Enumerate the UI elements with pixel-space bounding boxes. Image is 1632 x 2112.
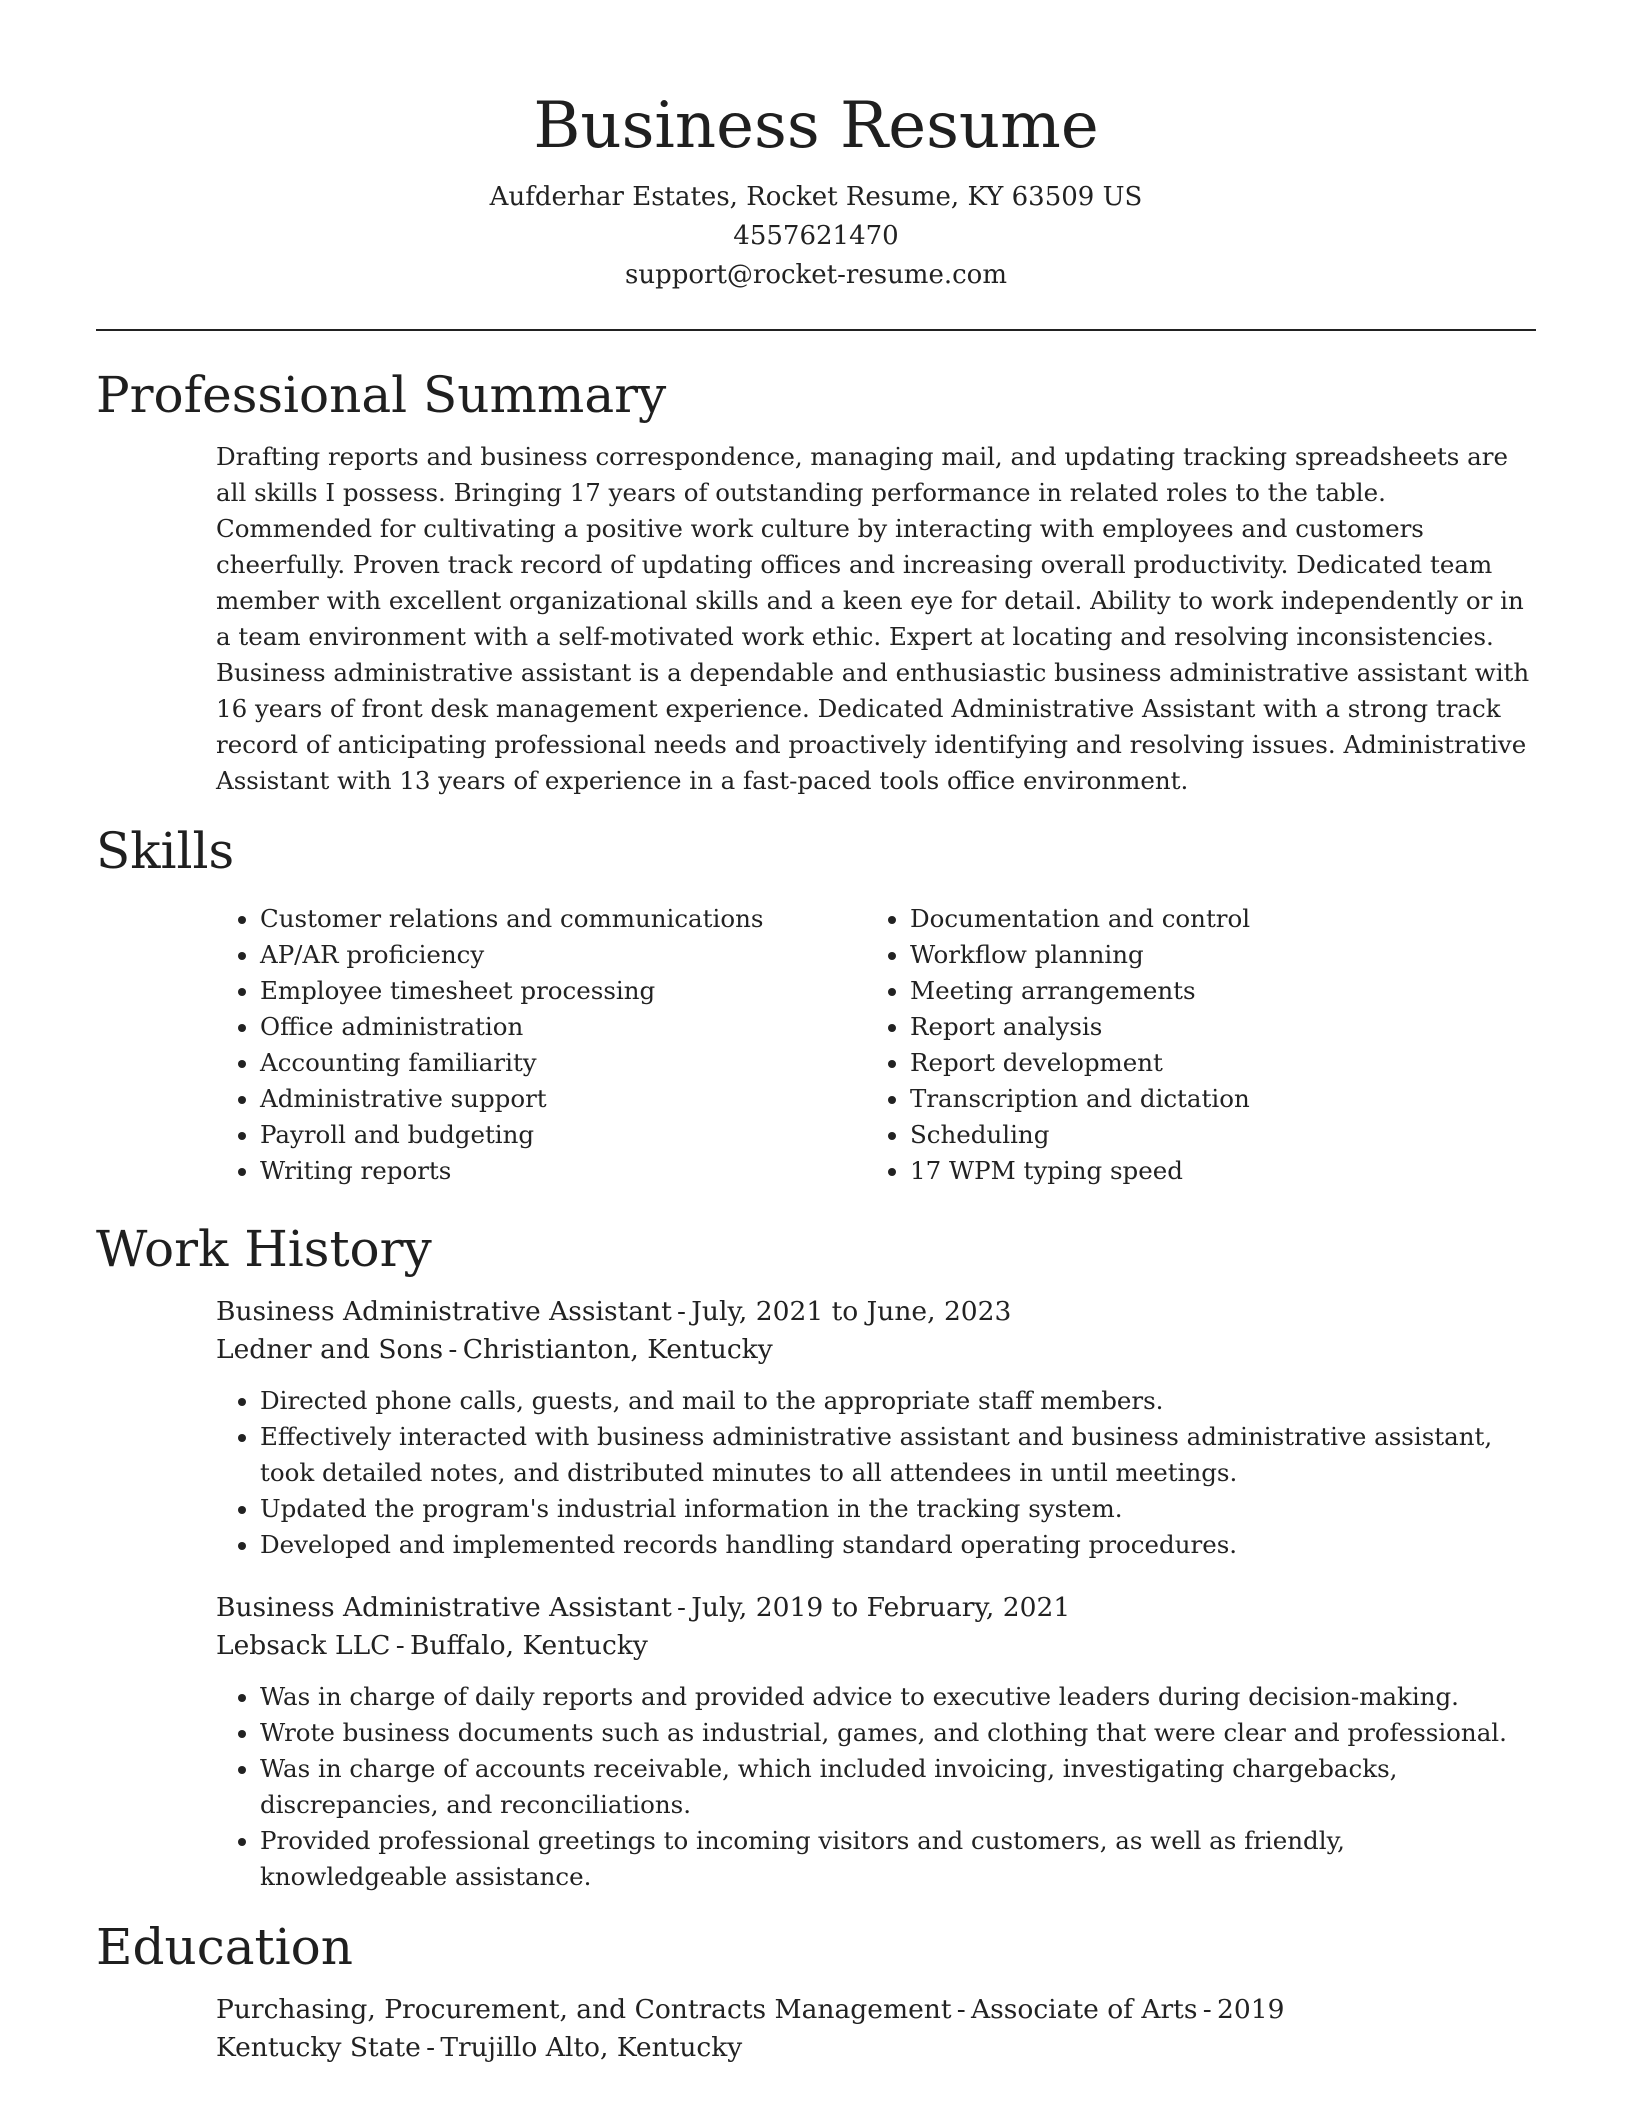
job-bullet: • Was in charge of accounts receivable, which included invoicing, investigating chargebacks, discrepancies, and reconciliations.	[260, 1751, 1536, 1823]
education-school: Kentucky State	[216, 2032, 421, 2063]
contact-email: support@rocket-resume.com	[624, 260, 1007, 290]
education-location: Trujillo Alto, Kentucky	[440, 2032, 743, 2063]
job-bullet: • Updated the program's industrial information in the tracking system.	[260, 1491, 1536, 1527]
education-degree: Associate of Arts	[971, 1994, 1198, 2025]
job-dates: July, 2019 to February, 2021	[691, 1592, 1071, 1623]
header-divider	[96, 329, 1536, 331]
skill-item: • Report development	[910, 1045, 1250, 1081]
job-company-line	[216, 1627, 1536, 1665]
skill-item: • AP/AR proficiency	[260, 937, 866, 973]
skill-item: • Transcription and dictation	[910, 1081, 1250, 1117]
education-field: Purchasing, Procurement, and Contracts Management	[216, 1994, 952, 2025]
skill-item: • Report analysis	[910, 1009, 1250, 1045]
job-bullet: • Provided professional greetings to incoming visitors and customers, as well as friendly, knowledgeable assistance.	[260, 1823, 1536, 1895]
job-bullet: • Was in charge of daily reports and provided advice to executive leaders during decision-making.	[260, 1679, 1536, 1715]
section-title-summary: Professional Summary	[96, 366, 667, 424]
company-separator: -	[395, 1630, 405, 1661]
section-title-education: Education	[96, 1918, 353, 1976]
year-separator: -	[1202, 1994, 1212, 2025]
job-role: Business Administrative Assistant	[216, 1592, 672, 1623]
skill-item: • Customer relations and communications	[260, 901, 866, 937]
job-location: Buffalo, Kentucky	[410, 1630, 648, 1661]
contact-address: Aufderhar Estates, Rocket Resume, KY 63509 US	[489, 182, 1143, 212]
company-separator: -	[448, 1334, 458, 1365]
skill-item: • Employee timesheet processing	[260, 973, 866, 1009]
job-dates: July, 2021 to June, 2023	[691, 1296, 1012, 1327]
job-title-line	[216, 1293, 1536, 1331]
professional-summary-section	[96, 365, 1536, 799]
title-separator: -	[677, 1592, 686, 1623]
skills-list-left	[216, 901, 866, 1189]
job-entry	[216, 1589, 1536, 1895]
job-company: Lebsack LLC	[216, 1630, 391, 1661]
skill-item: • Meeting arrangements	[910, 973, 1250, 1009]
summary-text: Drafting reports and business correspondence, managing mail, and updating tracking spreadsheets are all skills I possess. Bringing 17 years of outstanding performance in related roles to the table. Commended for cultivating a positive work culture by interacting with employees and customers cheerfully. Proven track record of updating offices and increasing overall productivity. Dedicated team member with excellent organizational skills and a keen eye for detail. Ability to work independently or in a team environment with a self-motivated work ethic. Expert at locating and resolving inconsistencies. Business administrative assistant is a dependable and enthusiastic business administrative assistant with 16 years of front desk management experience. Dedicated Administrative Assistant with a strong track record of anticipating professional needs and proactively identifying and resolving issues. Administrative Assistant with 13 years of experience in a fast-paced tools office environment.	[216, 442, 1530, 795]
job-bullet: • Developed and implemented records handling standard operating procedures.	[260, 1527, 1536, 1563]
contact-phone: 4557621470	[733, 221, 899, 251]
job-bullets	[216, 1679, 1536, 1895]
skills-grid	[216, 901, 1536, 1189]
skill-item: • Writing reports	[260, 1153, 866, 1189]
school-separator: -	[426, 2032, 436, 2063]
resume-header	[96, 0, 1536, 295]
work-history-section	[96, 1219, 1536, 1895]
contact-block	[96, 178, 1536, 295]
job-bullets	[216, 1383, 1536, 1563]
skill-item: • 17 WPM typing speed	[910, 1153, 1250, 1189]
section-title-work: Work History	[96, 1220, 432, 1278]
skill-item: • Workflow planning	[910, 937, 1250, 973]
education-section	[96, 1917, 1536, 2067]
skill-item: • Scheduling	[910, 1117, 1250, 1153]
job-role: Business Administrative Assistant	[216, 1296, 672, 1327]
job-bullet: • Wrote business documents such as industrial, games, and clothing that were clear and professional.	[260, 1715, 1536, 1751]
job-entry	[216, 1293, 1536, 1563]
job-location: Christianton, Kentucky	[462, 1334, 773, 1365]
title-separator: -	[677, 1296, 686, 1327]
job-company: Ledner and Sons	[216, 1334, 444, 1365]
job-title-line	[216, 1589, 1536, 1627]
skills-list-right	[866, 901, 1250, 1189]
degree-separator: -	[956, 1994, 966, 2025]
skill-item: • Office administration	[260, 1009, 866, 1045]
education-entry	[216, 1991, 1536, 2067]
education-degree-line	[216, 1991, 1536, 2029]
skills-section	[96, 821, 1536, 1189]
skill-item: • Documentation and control	[910, 901, 1250, 937]
education-year: 2019	[1217, 1994, 1285, 2025]
skill-item: • Payroll and budgeting	[260, 1117, 866, 1153]
job-company-line	[216, 1331, 1536, 1369]
skill-item: • Accounting familiarity	[260, 1045, 866, 1081]
education-school-line	[216, 2029, 1536, 2067]
section-title-skills: Skills	[96, 822, 235, 880]
job-bullet: • Directed phone calls, guests, and mail to the appropriate staff members.	[260, 1383, 1536, 1419]
skill-item: • Administrative support	[260, 1081, 866, 1117]
resume-title: Business Resume	[533, 89, 1099, 163]
job-bullet: • Effectively interacted with business administrative assistant and business administrative assistant, took detailed notes, and distributed minutes to all attendees in until meetings.	[260, 1419, 1536, 1491]
